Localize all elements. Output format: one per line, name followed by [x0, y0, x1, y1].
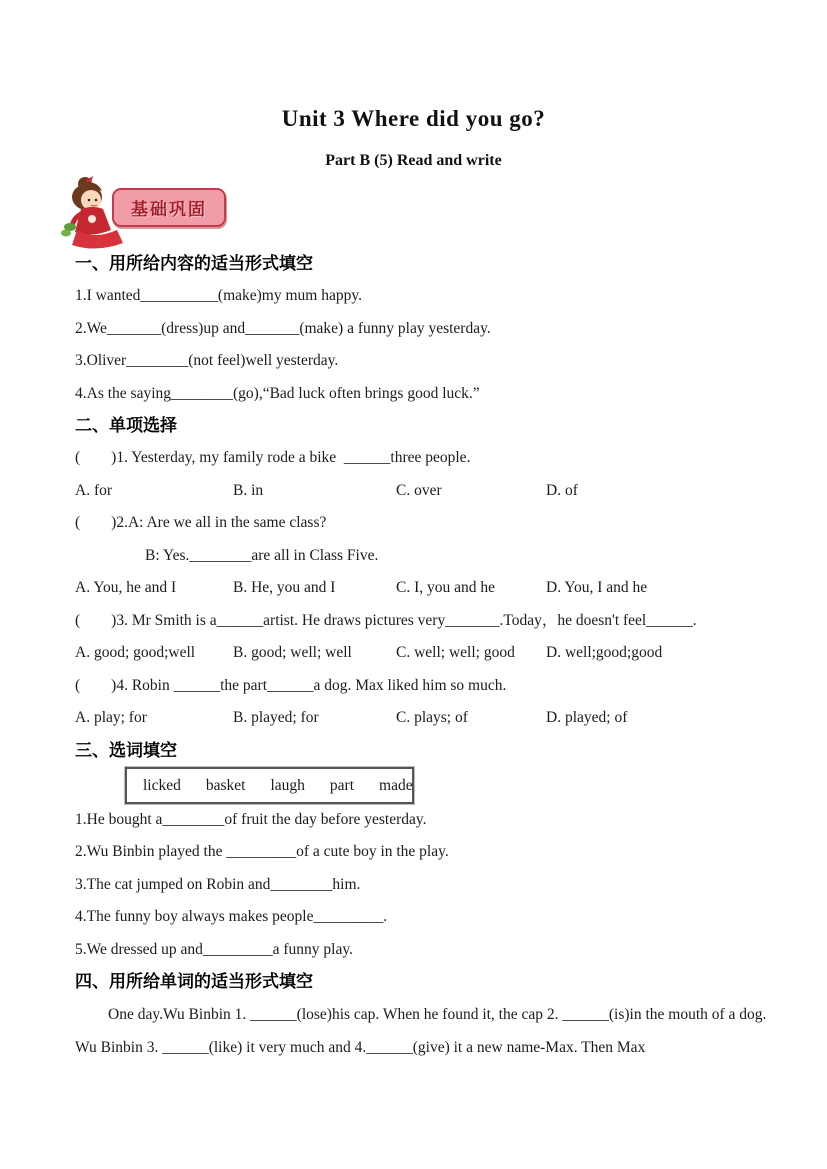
option-b: B. He, you and I	[233, 579, 336, 596]
badge-row	[0, 172, 827, 248]
option-c: C. over	[396, 481, 442, 499]
word-fill-item-1: 1.He bought a________of fruit the day before yesterday.	[75, 810, 427, 828]
option-b: B. played; for	[233, 709, 319, 726]
mc-question-2-stem-a: ( )2.A: Are we all in the same class?	[75, 514, 327, 531]
option-d: D. well;good;good	[546, 644, 663, 661]
mc-question-3-options	[75, 637, 779, 670]
mc-question-4-options	[75, 702, 779, 735]
word-fill-item-5: 5.We dressed up and_________a funny play.	[75, 940, 353, 958]
mc-question-2-options	[75, 572, 779, 605]
mc-question-4-stem: ( )4. Robin ______the part______a dog. Max liked him so much.	[75, 676, 507, 694]
fill-blank-item-4: 4.As the saying________(go),“Bad luck often brings good luck.”	[75, 384, 480, 402]
option-a: A. for	[75, 481, 113, 499]
fill-blank-item-1: 1.I wanted__________(make)my mum happy.	[75, 287, 362, 304]
mc-question-1-stem: ( )1. Yesterday, my family rode a bike ______three people.	[75, 449, 471, 466]
word-bank-word: licked	[143, 776, 181, 794]
fill-blank-item-2: 2.We_______(dress)up and_______(make) a funny play yesterday.	[75, 319, 491, 337]
option-c: C. I, you and he	[396, 579, 496, 596]
cloze-paragraph: One day.Wu Binbin 1. ______(lose)his cap. When he found it, the cap 2. ______(is)in the mouth of a dog. Wu Binbin 3. ______(like) it very much and 4.______(give) it a new name-Max. Then Max	[75, 1006, 767, 1056]
page-title: Unit 3 Where did you go?	[281, 106, 546, 131]
option-d: D. You, I and he	[546, 579, 648, 596]
word-bank-word: basket	[205, 776, 246, 794]
mc-question-2-stem-b: B: Yes.________are all in Class Five.	[145, 546, 379, 564]
word-bank-box	[125, 767, 414, 804]
page-subtitle: Part B (5) Read and write	[325, 152, 502, 169]
option-a: A. You, he and I	[75, 579, 177, 596]
section3-heading: 三、选词填空	[75, 740, 177, 760]
word-bank-word: made	[379, 776, 413, 794]
option-c: C. plays; of	[396, 709, 468, 726]
section-badge	[112, 188, 226, 227]
worksheet-content	[75, 248, 779, 1064]
word-fill-item-3: 3.The cat jumped on Robin and________him.	[75, 875, 361, 893]
mc-question-1-options	[75, 475, 779, 508]
mc-question-3-stem: ( )3. Mr Smith is a______artist. He draws pictures very_______.Today，he doesn't feel______.	[75, 611, 697, 629]
option-b: B. in	[233, 481, 264, 499]
option-a: A. good; good;well	[75, 644, 196, 661]
option-b: B. good; well; well	[233, 644, 352, 661]
word-bank-word: part	[329, 776, 355, 794]
word-fill-item-2: 2.Wu Binbin played the _________of a cute boy in the play.	[75, 843, 449, 860]
badge-label: 基础巩固	[131, 200, 207, 219]
word-bank-word: laugh	[270, 776, 305, 794]
section2-heading: 二、单项选择	[75, 416, 177, 435]
option-d: D. played; of	[546, 709, 628, 726]
option-d: D. of	[546, 481, 578, 499]
word-fill-item-4: 4.The funny boy always makes people_________.	[75, 908, 388, 925]
section4-heading: 四、用所给单词的适当形式填空	[75, 972, 313, 991]
section1-heading: 一、用所给内容的适当形式填空	[75, 254, 313, 273]
option-c: C. well; well; good	[396, 644, 515, 661]
option-a: A. play; for	[75, 709, 147, 726]
fill-blank-item-3: 3.Oliver________(not feel)well yesterday.	[75, 352, 339, 369]
